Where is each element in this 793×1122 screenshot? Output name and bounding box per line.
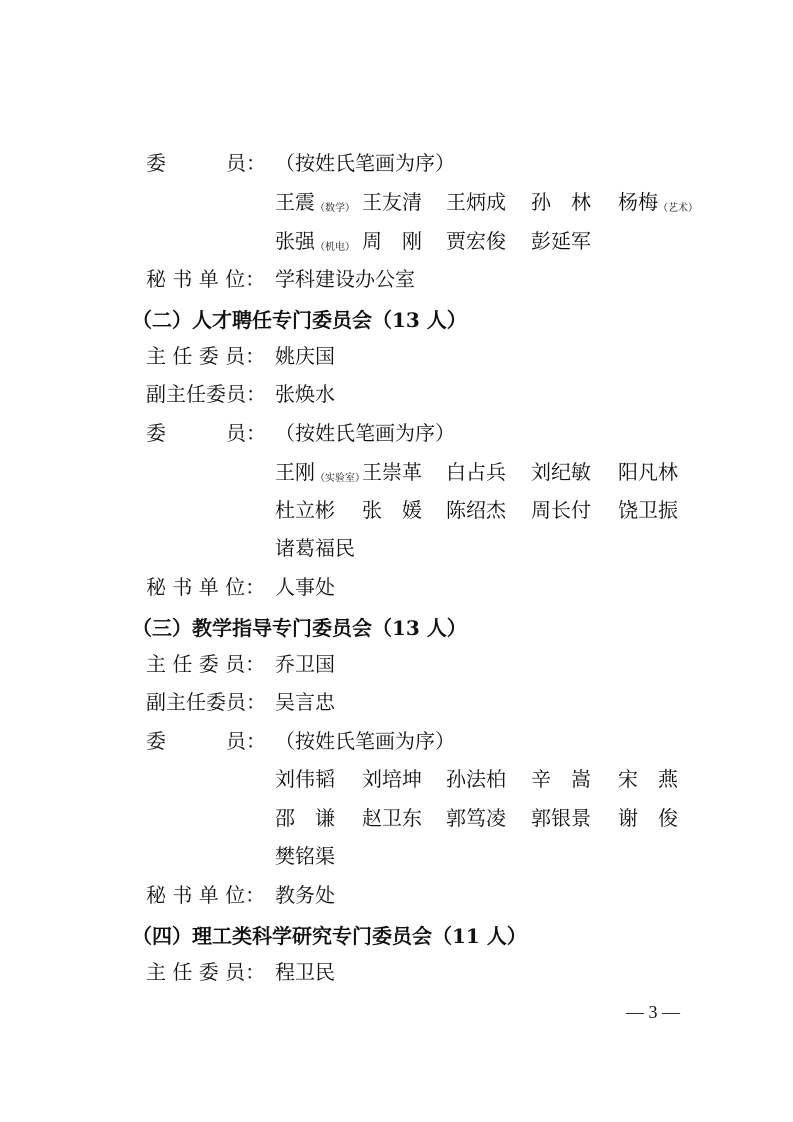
member-name: 樊铭渠 — [275, 844, 335, 868]
secretary-value: 人事处 — [275, 575, 335, 599]
members-label: 委 员： — [146, 729, 266, 753]
member-name: 白占兵 — [446, 460, 506, 484]
secretary-value: 学科建设办公室 — [275, 267, 415, 291]
order-note: （按姓氏笔画为序） — [275, 421, 455, 445]
secretary-label: 秘 书 单 位： — [146, 575, 266, 599]
member-name: 郭笃凌 — [446, 806, 506, 830]
vice-director-label: 副主任委员： — [146, 690, 266, 714]
member-name: 贾宏俊 — [446, 229, 506, 253]
member-name: 周长付 — [531, 498, 591, 522]
member-name: 孙 林 — [531, 190, 591, 214]
director-label: 主 任 委 员： — [146, 960, 266, 984]
member-name: 王崇革 — [362, 460, 422, 484]
member-name: 刘纪敏 — [531, 460, 591, 484]
members-label: 委 员： — [146, 151, 266, 175]
member-name: 王炳成 — [446, 190, 506, 214]
page-number: — 3 — — [626, 1002, 680, 1022]
member-note: （实验室） — [315, 473, 365, 484]
member-name: 彭延军 — [531, 229, 591, 253]
member-name: 郭银景 — [531, 806, 591, 830]
member-name: 邵 谦 — [275, 806, 335, 830]
member-name: 刘伟韬 — [275, 767, 335, 791]
member-note: （数学） — [315, 203, 355, 214]
member-name: 张强$_{(机电)}$ — [275, 229, 355, 253]
secretary-label: 秘 书 单 位： — [146, 883, 266, 907]
member-name: 孙法柏 — [446, 767, 506, 791]
section-heading: （四）理工类科学研究专门委员会（11 人） — [132, 924, 527, 948]
order-note: （按姓氏笔画为序） — [275, 151, 455, 175]
vice-director-value: 吴言忠 — [275, 690, 335, 714]
member-note: （机电） — [315, 242, 355, 253]
director-value: 乔卫国 — [275, 652, 335, 676]
member-note: （艺术） — [658, 203, 698, 214]
member-name: 辛 嵩 — [531, 767, 591, 791]
member-name: 杜立彬 — [275, 498, 335, 522]
member-name: 陈绍杰 — [446, 498, 506, 522]
member-name: 谢 俊 — [618, 806, 678, 830]
member-name: 饶卫振 — [618, 498, 678, 522]
member-name: 宋 燕 — [618, 767, 678, 791]
member-name: 赵卫东 — [362, 806, 422, 830]
vice-director-label: 副主任委员： — [146, 382, 266, 406]
member-name: 张 媛 — [362, 498, 422, 522]
member-name: 杨梅$_{(艺术)}$ — [618, 190, 698, 214]
member-name: 阳凡林 — [618, 460, 678, 484]
section-heading: （二）人才聘任专门委员会（13 人） — [132, 308, 467, 332]
member-name: 诸葛福民 — [275, 536, 355, 560]
members-label: 委 员： — [146, 421, 266, 445]
vice-director-value: 张焕水 — [275, 382, 335, 406]
order-note: （按姓氏笔画为序） — [275, 729, 455, 753]
director-label: 主 任 委 员： — [146, 344, 266, 368]
section-heading: （三）教学指导专门委员会（13 人） — [132, 616, 467, 640]
secretary-label: 秘 书 单 位： — [146, 267, 266, 291]
member-name: 王震$_{(数学)}$ — [275, 190, 355, 214]
member-name: 王友清 — [362, 190, 422, 214]
director-value: 姚庆国 — [275, 344, 335, 368]
secretary-value: 教务处 — [275, 883, 335, 907]
director-label: 主 任 委 员： — [146, 652, 266, 676]
member-name: 刘培坤 — [362, 767, 422, 791]
member-name: 周 刚 — [362, 229, 422, 253]
member-name: 王刚$_{(实验室)}$ — [275, 460, 365, 484]
director-value: 程卫民 — [275, 960, 335, 984]
